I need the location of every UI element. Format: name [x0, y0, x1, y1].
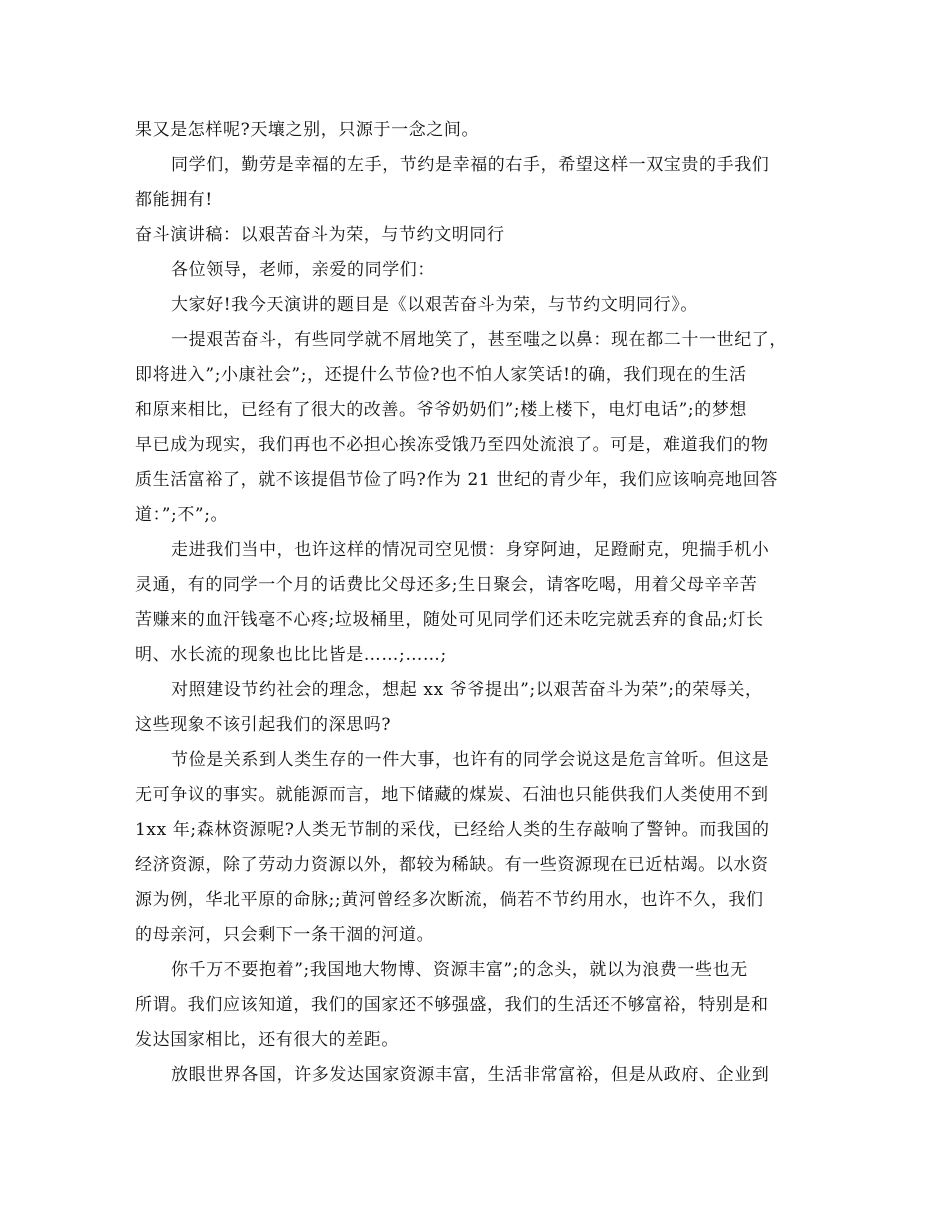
- text-line: 灵通，有的同学一个月的话费比父母还多;生日聚会，请客吃喝，用着父母辛辛苦: [135, 575, 758, 595]
- text-line: 发达国家相比，还有很大的差距。: [135, 1030, 399, 1050]
- text-line: 1xx 年;森林资源呢?人类无节制的采伐，已经给人类的生存敲响了警钟。而我国的: [135, 820, 770, 840]
- text-line: 都能拥有!: [135, 190, 213, 210]
- text-line: 源为例，华北平原的命脉;;黄河曾经多次断流，倘若不节约用水，也许不久，我们: [135, 890, 764, 910]
- text-line: 果又是怎样呢?天壤之别，只源于一念之间。: [135, 120, 480, 140]
- text-line: 一提艰苦奋斗，有些同学就不屑地笑了，甚至嗤之以鼻：现在都二十一世纪了，: [171, 330, 787, 350]
- text-line: 即将进入”;小康社会”;，还提什么节俭?也不怕人家笑话!的确，我们现在的生活: [135, 365, 747, 385]
- text-line: 所谓。我们应该知道，我们的国家还不够强盛，我们的生活还不够富裕，特别是和: [135, 995, 769, 1015]
- text-line: 明、水长流的现象也比比皆是……;……;: [135, 645, 447, 665]
- section-heading: 奋斗演讲稿：以艰苦奋斗为荣，与节约文明同行: [135, 225, 505, 245]
- text-line: 的母亲河，只会剩下一条干涸的河道。: [135, 925, 435, 945]
- text-line: 无可争议的事实。就能源而言，地下储藏的煤炭、石油也只能供我们人类使用不到: [135, 785, 769, 805]
- text-line: 对照建设节约社会的理念，想起 xx 爷爷提出”;以艰苦奋斗为荣”;的荣辱关，: [171, 680, 763, 700]
- text-line: 你千万不要抱着”;我国地大物博、资源丰富”;的念头，就以为浪费一些也无: [171, 960, 748, 980]
- text-line: 同学们，勤劳是幸福的左手，节约是幸福的右手，希望这样一双宝贵的手我们: [171, 155, 770, 175]
- text-line: 早已成为现实，我们再也不必担心挨冻受饿乃至四处流浪了。可是，难道我们的物: [135, 435, 769, 455]
- text-line: 大家好!我今天演讲的题目是《以艰苦奋斗为荣，与节约文明同行》。: [171, 295, 698, 315]
- text-line: 质生活富裕了，就不该提倡节俭了吗?作为 21 世纪的青少年，我们应该响亮地回答: [135, 470, 778, 490]
- text-line: 节俭是关系到人类生存的一件大事，也许有的同学会说这是危言耸听。但这是: [171, 750, 770, 770]
- salutation: 各位领导，老师，亲爱的同学们：: [171, 260, 435, 280]
- document-body: [135, 113, 815, 1093]
- text-line: 走进我们当中，也许这样的情况司空见惯：身穿阿迪，足蹬耐克，兜揣手机小: [171, 540, 770, 560]
- text-line: 苦赚来的血汗钱毫不心疼;垃圾桶里，随处可见同学们还未吃完就丢弃的食品;灯长: [135, 610, 764, 630]
- text-line: 这些现象不该引起我们的深思吗?: [135, 715, 392, 735]
- text-line: 放眼世界各国，许多发达国家资源丰富，生活非常富裕，但是从政府、企业到: [171, 1065, 770, 1085]
- text-line: 和原来相比，已经有了很大的改善。爷爷奶奶们”;楼上楼下，电灯电话”;的梦想: [135, 400, 748, 420]
- text-line: 道：”;不”;。: [135, 505, 229, 525]
- text-line: 经济资源，除了劳动力资源以外，都较为稀缺。有一些资源现在已近枯竭。以水资: [135, 855, 769, 875]
